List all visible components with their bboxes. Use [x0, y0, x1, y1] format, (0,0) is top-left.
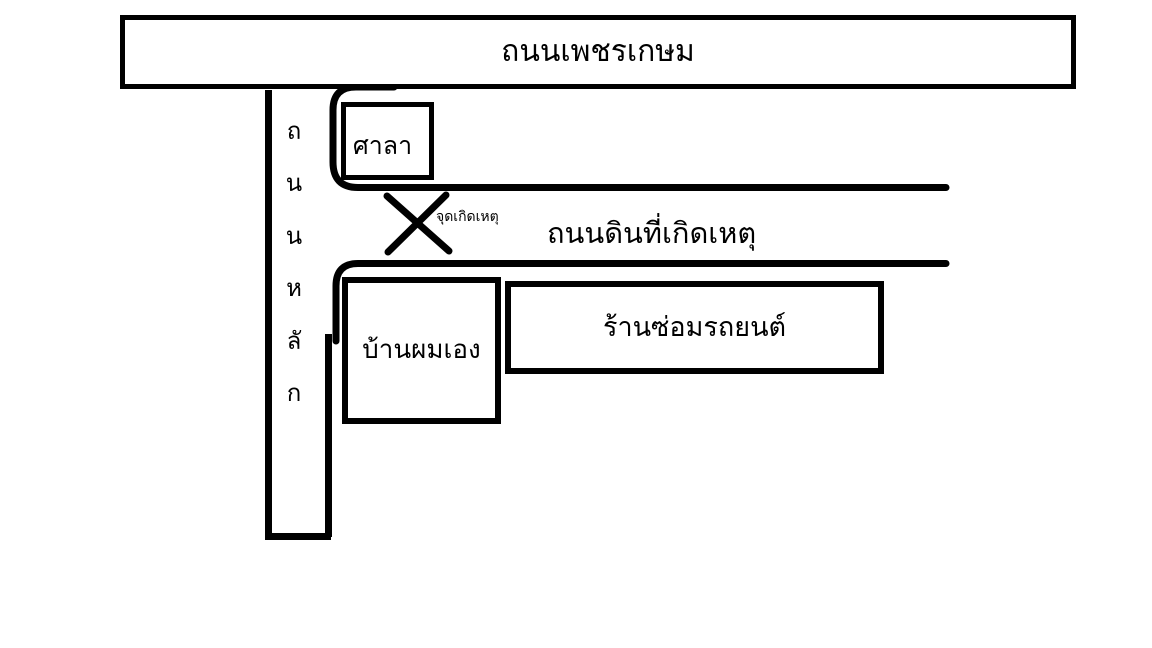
main-road-char: ก	[286, 378, 302, 407]
main-road-char: น	[285, 169, 303, 198]
pavilion-box	[341, 102, 434, 180]
highway-box	[120, 15, 1076, 89]
pavilion-label: ศาลา	[352, 130, 413, 160]
repair-shop-label: ร้านซ่อมรถยนต์	[602, 311, 787, 343]
incident-point-label: จุดเกิดเหตุ	[436, 209, 499, 225]
house-label: บ้านผมเอง	[362, 334, 481, 365]
main-road-char: ห	[286, 274, 302, 303]
house-box	[342, 277, 501, 424]
main-road-char: น	[285, 221, 303, 250]
dirt-road-label: ถนนดินที่เกิดเหตุ	[547, 216, 757, 250]
repair-shop-box	[505, 281, 884, 374]
main-road-label	[272, 105, 316, 419]
main-road-char: ถ	[286, 117, 302, 145]
main-road-char: ลั	[286, 326, 302, 355]
highway-label: ถนนเพชรเกษม	[501, 33, 695, 69]
